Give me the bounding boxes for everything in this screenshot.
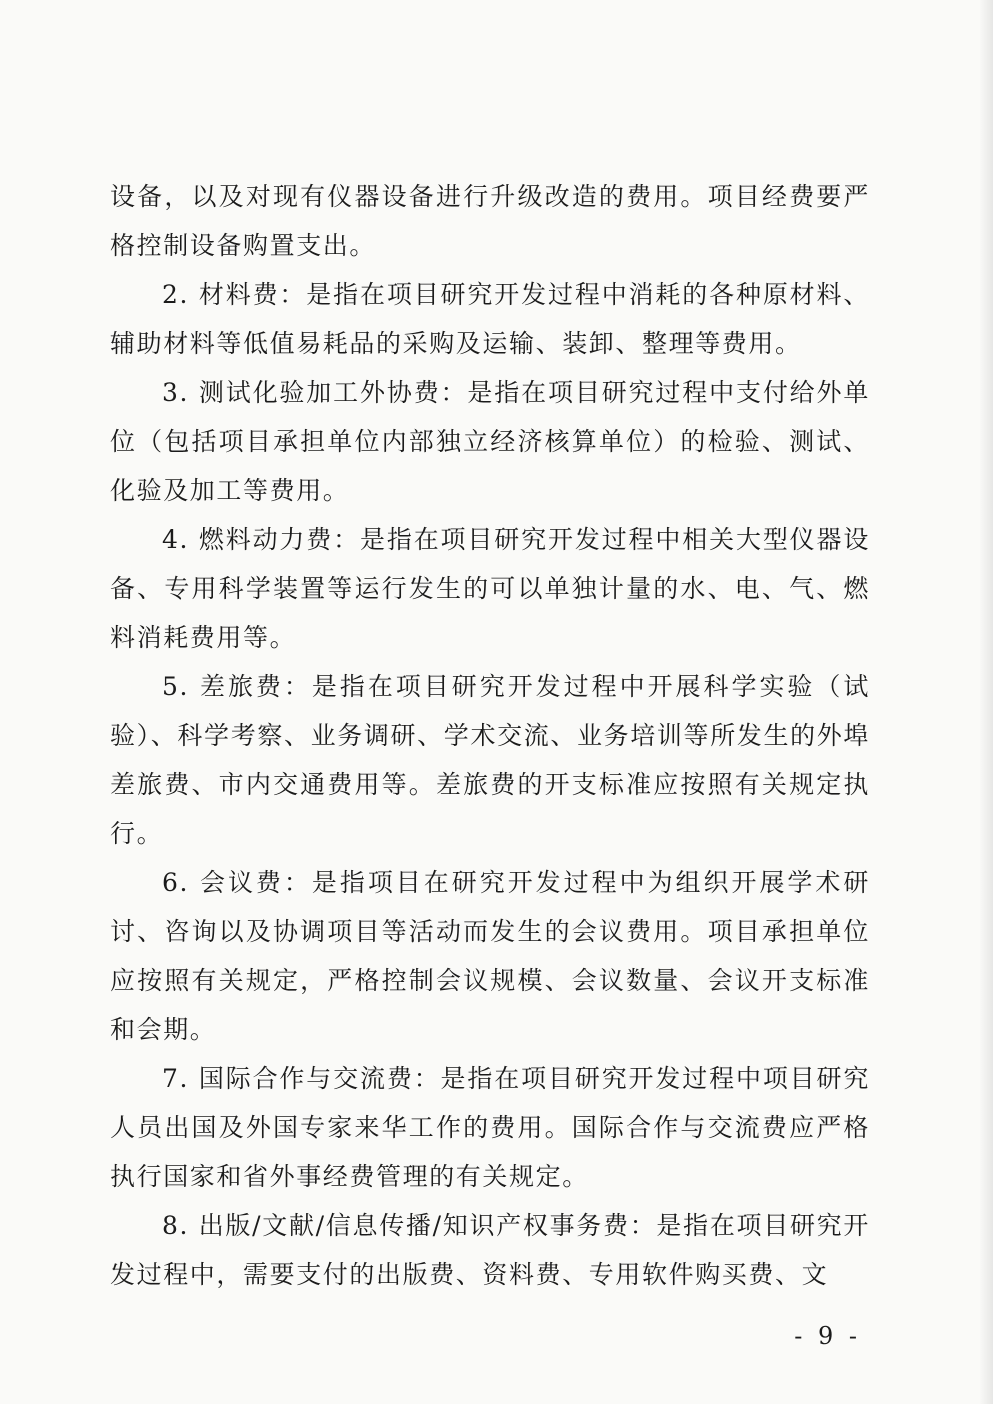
paragraph-publication-fee: 8. 出版/文献/信息传播/知识产权事务费：是指在项目研究开发过程中，需要支付的出版费、资料费、专用软件购买费、文 — [110, 1211, 870, 1289]
paragraph-international-fee: 7. 国际合作与交流费：是指在项目研究开发过程中项目研究人员出国及外国专家来华工作的费用。国际合作与交流费应严格执行国家和省外事经费管理的有关规定。 — [110, 1064, 870, 1191]
paragraph-travel-fee: 5. 差旅费：是指在项目研究开发过程中开展科学实验（试验）、科学考察、业务调研、学术交流、业务培训等所发生的外埠差旅费、市内交通费用等。差旅费的开支标准应按照有关规定执行。 — [110, 672, 870, 848]
paragraph-materials-fee: 2. 材料费：是指在项目研究开发过程中消耗的各种原材料、辅助材料等低值易耗品的采购及运输、装卸、整理等费用。 — [110, 280, 870, 358]
page-edge-shadow — [979, 0, 993, 1404]
paragraph-fuel-power-fee: 4. 燃料动力费：是指在项目研究开发过程中相关大型仪器设备、专用科学装置等运行发生的可以单独计量的水、电、气、燃料消耗费用等。 — [110, 525, 870, 652]
page-number: - 9 - — [794, 1322, 861, 1350]
paragraph-continuation: 设备，以及对现有仪器设备进行升级改造的费用。项目经费要严格控制设备购置支出。 — [110, 182, 870, 260]
paragraph-testing-fee: 3. 测试化验加工外协费：是指在项目研究过程中支付给外单位（包括项目承担单位内部独立经济核算单位）的检验、测试、化验及加工等费用。 — [110, 378, 870, 505]
body-text — [110, 172, 870, 1299]
paragraph-meeting-fee: 6. 会议费：是指项目在研究开发过程中为组织开展学术研讨、咨询以及协调项目等活动而发生的会议费用。项目承担单位应按照有关规定，严格控制会议规模、会议数量、会议开支标准和会期。 — [110, 868, 870, 1044]
